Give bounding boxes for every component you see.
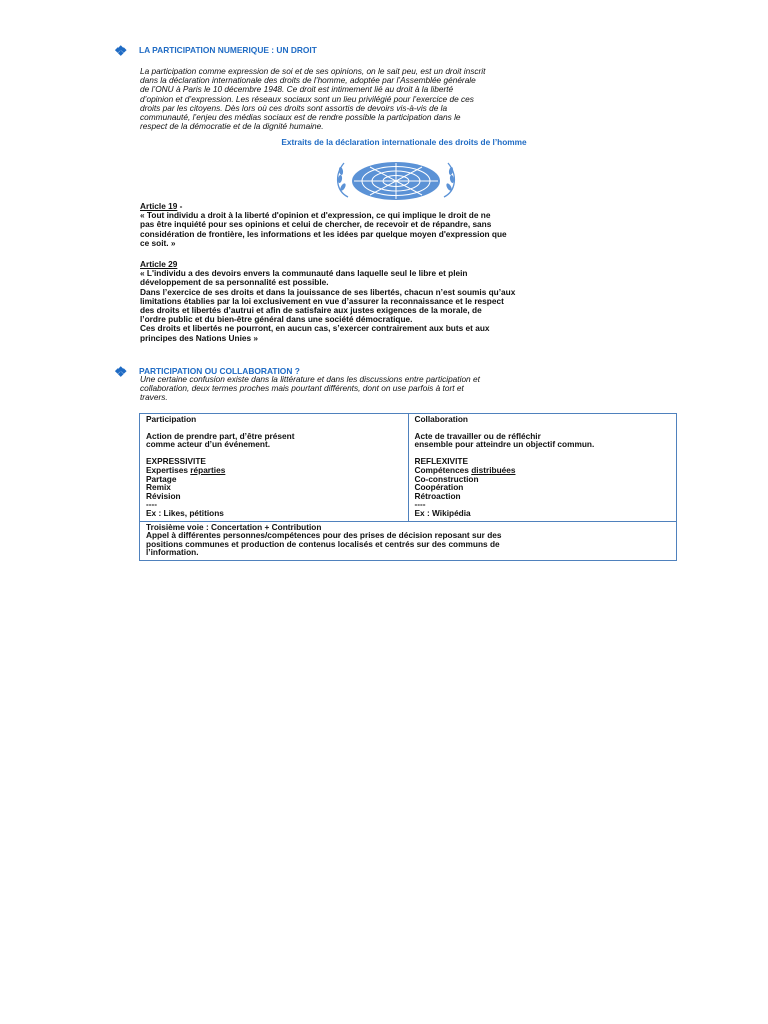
text-line: Dans l’exercice de ses droits et dans la jouissance de ses libertés, chacun n’est soumis qu’aux <box>140 286 516 297</box>
separator-text: ---- <box>414 499 426 510</box>
section-heading-participation-numerique <box>116 45 317 55</box>
article-19-title: Article 19 <box>140 201 178 211</box>
text-line: « L'individu a des devoirs envers la communauté dans laquelle seul le libre et plein <box>140 268 468 279</box>
table-row <box>140 521 677 560</box>
keyword: EXPRESSIVITE <box>146 456 206 467</box>
list-item: Remix <box>146 482 171 493</box>
section2-intro <box>140 375 668 403</box>
example-text: Ex : Wikipédia <box>414 507 471 518</box>
example-text: Ex : Likes, pétitions <box>146 507 224 518</box>
list-item: Révision <box>146 490 181 501</box>
text-line: Appel à différentes personnes/compétences pour des prises de décision reposant sur des <box>146 530 502 541</box>
third-way-title: Troisième voie : Concertation + Contribution <box>146 521 322 532</box>
text-line: considération de frontière, les informations et les idées par quelque moyen d'expression que <box>140 228 507 239</box>
text-line: l’information. <box>146 547 199 558</box>
text-line: pas être inquiété pour ses opinions et celui de chercher, de recevoir et de répandre, sans <box>140 219 492 230</box>
article-29-title: Article 29 <box>140 259 178 269</box>
list-item: Coopération <box>414 482 464 493</box>
comparison-table <box>139 413 677 561</box>
text-line: Acte de travailler ou de réfléchir <box>414 430 541 441</box>
column-header: Collaboration <box>414 414 468 424</box>
extracts-title: Extraits de la déclaration internationale des droits de l’homme <box>281 137 527 147</box>
text-line: « Tout individu a droit à la liberté d'opinion et d'expression, ce qui implique le droit de ne <box>140 210 491 221</box>
underlined-word: distribuées <box>471 464 516 475</box>
text-line: respect de la démocratie et de la dignité humaine. <box>140 121 324 132</box>
text-line: d’opinion et d’expression. Les réseaux sociaux sont un lieu privilégié pour l’exercice de ces <box>140 93 474 104</box>
text-line: La participation comme expression de soi et de ses opinions, on le sait peu, est un droit inscrit <box>140 66 486 76</box>
list-item: Expertises <box>146 464 191 475</box>
list-item: Partage <box>146 473 177 484</box>
text-line: des droits et libertés d’autrui et afin de satisfaire aux justes exigences de la morale, de <box>140 305 482 316</box>
intro-paragraph <box>140 67 668 131</box>
text-line: Action de prendre part, d’être présent <box>146 430 295 441</box>
text-line: travers. <box>140 392 168 403</box>
text-line: dans la déclaration internationale des droits de l’homme, adoptée par l’Assemblée générale <box>140 75 476 86</box>
third-way-cell <box>140 521 677 560</box>
text-line: ensemble pour atteindre un objectif commun. <box>414 439 595 450</box>
text-line: droits par les citoyens. Dès lors où ces droits sont assortis de devoirs vis-à-vis de la <box>140 102 448 113</box>
participation-cell <box>140 414 409 522</box>
text-line: collaboration, deux termes proches mais pourtant différents, dont on use parfois à tort et <box>140 383 464 394</box>
article-19-block <box>140 202 668 248</box>
keyword: REFLEXIVITE <box>414 456 468 467</box>
diamond-bullet-icon <box>116 46 125 55</box>
text-line: positions communes et production de contenus localisés et centrés sur des communs de <box>146 538 500 549</box>
section-title: PARTICIPATION OU COLLABORATION ? <box>139 366 300 376</box>
diamond-bullet-icon <box>116 367 125 376</box>
text-line: communauté, l’enjeu des médias sociaux est de rendre possible la participation dans le <box>140 112 461 123</box>
un-emblem-icon <box>328 157 464 205</box>
article-29-block <box>140 260 668 343</box>
text-line: comme acteur d’un événement. <box>146 439 271 450</box>
list-item: Rétroaction <box>414 490 461 501</box>
underlined-word: réparties <box>190 464 226 475</box>
text-line: développement de sa personnalité est possible. <box>140 277 329 288</box>
article-19-dash: - <box>177 201 183 211</box>
text-line: Ces droits et libertés ne pourront, en aucun cas, s’exercer contrairement aux buts et aux <box>140 323 490 334</box>
text-line: Une certaine confusion existe dans la littérature et dans les discussions entre participation et <box>140 374 480 384</box>
list-item: Compétences <box>414 464 472 475</box>
table-row <box>140 414 677 522</box>
text-line: de l’ONU à Paris le 10 décembre 1948. Ce droit est intimement lié au droit à la liberté <box>140 84 454 95</box>
text-line: principes des Nations Unies » <box>140 332 259 343</box>
text-line: l’ordre public et du bien-être général dans une société démocratique. <box>140 314 413 325</box>
separator-text: ---- <box>146 499 158 510</box>
text-line: ce soit. » <box>140 237 176 248</box>
section-title: LA PARTICIPATION NUMERIQUE : UN DROIT <box>139 45 317 55</box>
text-line: limitations établies par la loi exclusivement en vue d’assurer la reconnaissance et le respect <box>140 295 504 306</box>
collaboration-cell <box>408 414 677 522</box>
column-header: Participation <box>146 414 197 424</box>
list-item: Co-construction <box>414 473 479 484</box>
